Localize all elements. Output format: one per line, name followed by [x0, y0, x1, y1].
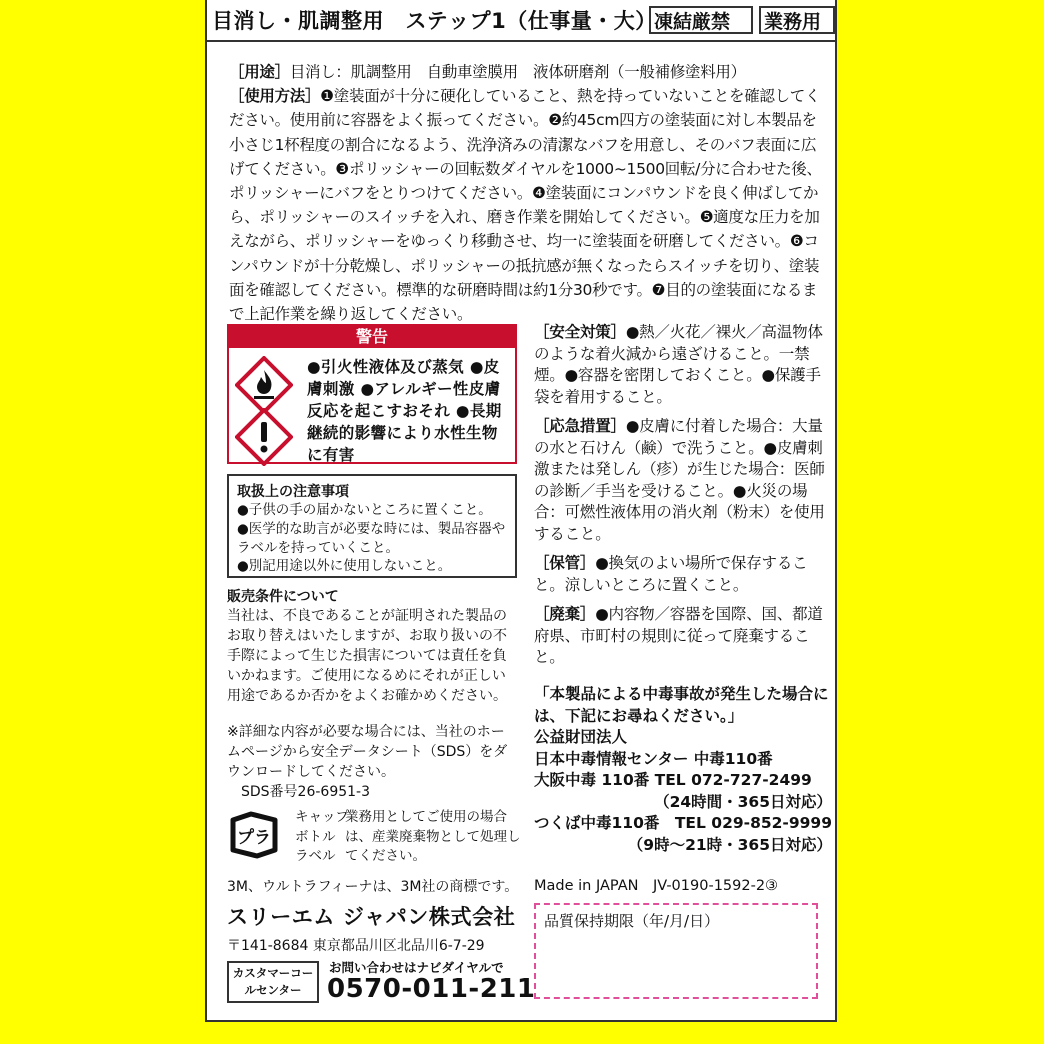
poison-org: 公益財団法人: [534, 728, 628, 746]
recycle-parts: [295, 808, 349, 867]
recycle-note: 業務用としてご使用の場合は、産業廃棄物として処理してください。: [345, 809, 521, 864]
sds-number: SDS番号26-6951-3: [241, 784, 371, 800]
flame-icon: [235, 356, 293, 414]
handling-item: ●子供の手の届かないところに置くこと。: [237, 502, 492, 518]
freeze-warning-badge: 凍結厳禁: [649, 6, 753, 34]
sds-note-text: ※詳細な内容が必要な場合には、当社のホームページから安全データシート（SDS）をダウンロードしてください。: [227, 724, 508, 780]
disposal-text: ●内容物／容器を国際、国、都道府県、市町村の規則に従って廃棄すること。: [534, 605, 823, 666]
disposal-section: [534, 604, 832, 669]
instructions-paragraph: [229, 84, 827, 326]
handling-item: ●医学的な助言が必要な時には、製品容器やラベルを持っていくこと。: [237, 520, 506, 556]
customer-center-phone: 0570-011-211: [327, 974, 536, 1004]
poison-notice: 「本製品による中毒事故が発生した場合には、下記にお尋ねください。」: [534, 685, 829, 725]
expiry-label: 品質保持期限（年/月/日）: [544, 912, 720, 930]
disposal-tag: ［廃棄］: [534, 605, 596, 623]
company-address: 〒141-8684 東京都品川区北品川6-7-29: [227, 938, 485, 954]
storage-section: [534, 553, 832, 596]
first-aid-text: ●皮膚に付着した場合：大量の水と石けん（鹸）で洗うこと。●皮膚刺激または発しん（疹）が生じた場合：医師の診断／手当を受けること。●火災の場合：可燃性液体用の消火剤（粉末）を使用すること。: [534, 417, 825, 543]
recycle-part: キャップ: [295, 809, 349, 825]
made-in: Made in JAPAN JV-0190-1592-2③: [534, 878, 779, 894]
instructions-tag: ［使用方法］: [229, 87, 321, 106]
safety-column: [534, 322, 832, 677]
sales-text: 当社は、不良であることが証明された製品のお取り替えはいたしますが、お取り扱いの不手際によって生じた損害については責任を負いかねます。ご使用になるめにそれが正しい用途であるか否かをよくお確かめください。: [227, 608, 507, 704]
warning-box: [227, 324, 517, 464]
sds-note: [227, 722, 517, 802]
first-aid-section: [534, 416, 832, 545]
warning-text: ●引火性液体及び蒸気 ●皮膚刺激 ●アレルギー性皮膚反応を起こすおそれ ●長期継続的影響により水性生物に有害: [307, 358, 502, 464]
expiry-box: [534, 903, 818, 999]
safety-tag: ［安全対策］: [534, 323, 626, 341]
recycle-part: ボトル: [295, 828, 336, 845]
exclamation-icon: [235, 408, 293, 466]
first-aid-tag: ［応急措置］: [534, 417, 626, 435]
storage-tag: ［保管］: [534, 554, 596, 572]
handling-title: 取扱上の注意事項: [237, 484, 349, 500]
handling-box: [227, 474, 517, 578]
sales-title: 販売条件について: [227, 589, 339, 605]
safety-text: ●熱／火花／裸火／高温物体のような着火減から遠ざけること。一禁煙。●容器を密閉しておくこと。●保護手袋を着用すること。: [534, 323, 823, 406]
handling-list: [237, 501, 513, 576]
professional-use-badge: 業務用: [759, 6, 835, 34]
usage-section: [229, 60, 827, 326]
customer-center-label: カスタマーコールセンター: [227, 961, 319, 1003]
instructions-text: ❶塗装面が十分に硬化していること、熱を持っていないことを確認してください。使用前に容器をよく振ってください。❷約45cm四方の塗装面に対し本製品を小さじ1杯程度の割合になるよう、洗浄済みの清潔なバフを用意し、そのバフ表面に広げてください。❸ポリッシャーの回転数ダイヤルを1000~1500回転/分に合わせた後、ポリッシャーにバフをとりつけてください。❹塗装面にコンパウンドを良く伸ばしてから、ポリッシャーのスイッチを入れ、磨き作業を開始してください。❺適度な圧力を加えながら、ポリッシャーをゆっくり移動させ、均一に塗装面を研磨してください。❻コンパウンドが十分乾燥し、ポリッシャーの抵抗感が無くなったらスイッチを切り、塗装面を確認してください。標準的な研磨時間は約1分30秒です。❼目的の塗装面になるまで上記作業を繰り返してください。: [229, 87, 822, 324]
usage-line: [229, 60, 827, 84]
usage-text: 目消し：肌調整用 自動車塗膜用 液体研磨剤（一般補修塗料用）: [289, 63, 746, 81]
company-name: スリーエム ジャパン株式会社: [227, 905, 516, 929]
trademark-notice: 3M、ウルトラフィーナは、3M社の商標です。: [227, 879, 519, 895]
customer-center-note: お問い合わせはナビダイヤルで: [329, 960, 504, 975]
storage-text: ●換気のよい場所で保存すること。涼しいところに置くこと。: [534, 554, 808, 594]
usage-tag: ［用途］: [229, 63, 290, 81]
recycle-part: ラベル: [295, 848, 336, 864]
label-header: [207, 0, 835, 42]
recycle-icon-text: プラ: [237, 828, 271, 848]
poison-tsukuba-hours: （9時〜21時・365日対応）: [627, 835, 832, 854]
poison-tsukuba: つくば中毒110番 TEL 029-852-9999: [534, 814, 833, 832]
product-label: [205, 0, 837, 1022]
warning-title: 警告: [229, 326, 515, 348]
plastic-recycle-icon: [225, 806, 283, 864]
poison-center: 日本中毒情報センター 中毒110番: [534, 749, 773, 768]
safety-section: [534, 322, 832, 408]
product-title: 目消し・肌調整用 ステップ1（仕事量・大）: [212, 9, 657, 33]
poison-center-info: [534, 684, 832, 856]
handling-item: ●別記用途以外に使用しないこと。: [237, 558, 452, 575]
poison-osaka: 大阪中毒 110番 TEL 072-727-2499: [534, 771, 812, 789]
poison-osaka-hours: （24時間・365日対応）: [654, 792, 832, 811]
